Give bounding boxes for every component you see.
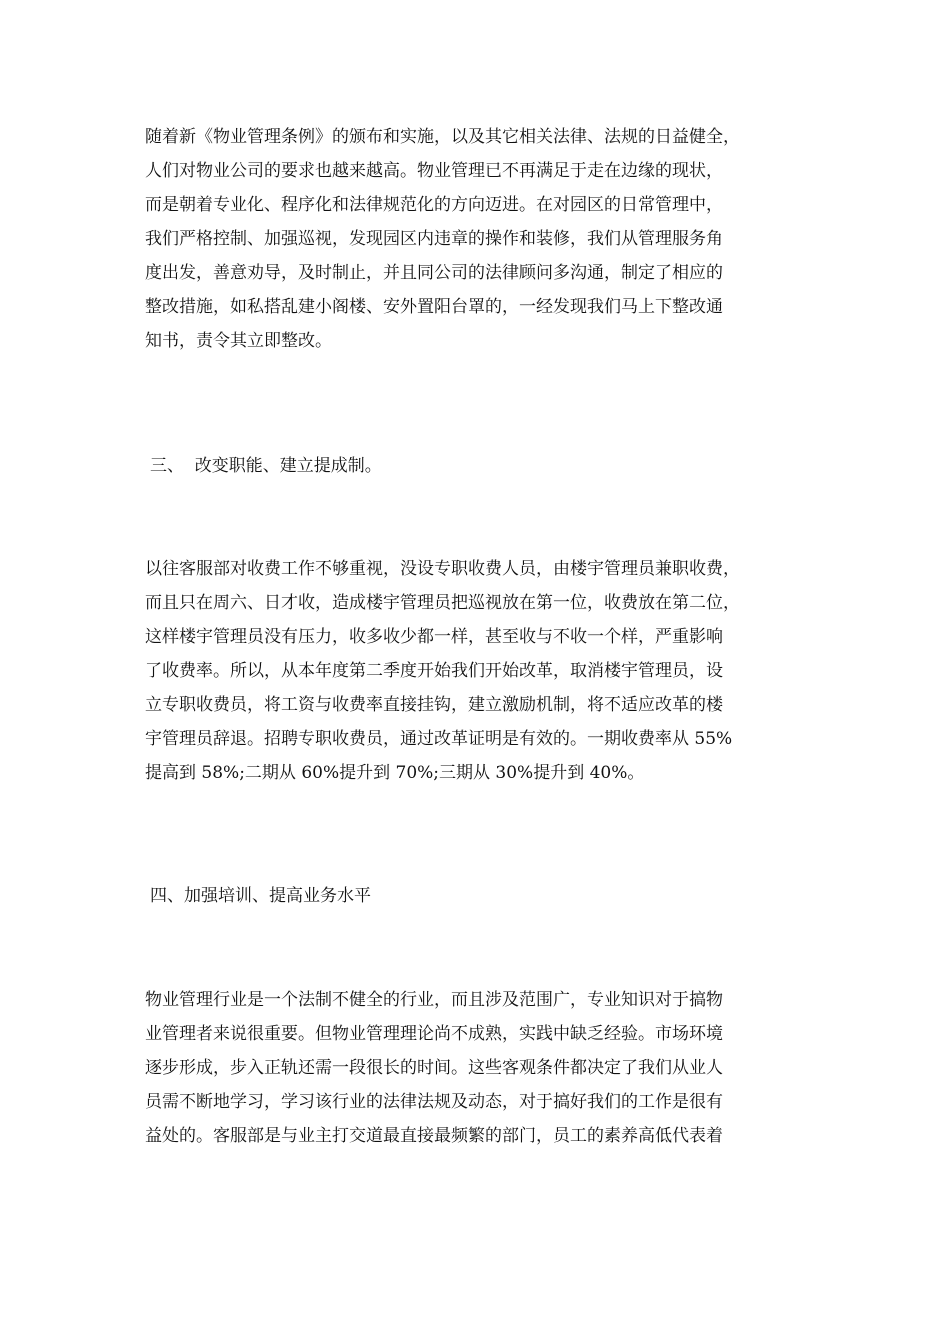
text-line: 业管理者来说很重要。但物业管理理论尚不成熟，实践中缺乏经验。市场环境 <box>145 1024 723 1044</box>
text-line: 以往客服部对收费工作不够重视，没设专职收费人员，由楼宇管理员兼职收费， <box>145 559 740 579</box>
text-line: 了收费率。所以，从本年度第二季度开始我们开始改革，取消楼宇管理员，设 <box>145 661 723 681</box>
text-line: 人们对物业公司的要求也越来越高。物业管理已不再满足于走在边缘的现状， <box>145 161 723 181</box>
text-line: 益处的。客服部是与业主打交道最直接最频繁的部门，员工的素养高低代表着 <box>145 1126 723 1146</box>
text-line: 立专职收费员，将工资与收费率直接挂钩，建立激励机制，将不适应改革的楼 <box>145 695 723 715</box>
text-line: 整改措施，如私搭乱建小阁楼、安外置阳台罩的，一经发现我们马上下整改通 <box>145 297 723 317</box>
text-line: 我们严格控制、加强巡视，发现园区内违章的操作和装修，我们从管理服务角 <box>145 229 723 249</box>
text-line: 员需不断地学习，学习该行业的法律法规及动态，对于搞好我们的工作是很有 <box>145 1092 723 1112</box>
text-line: 物业管理行业是一个法制不健全的行业，而且涉及范围广，专业知识对于搞物 <box>145 990 723 1010</box>
text-line: 这样楼宇管理员没有压力，收多收少都一样，甚至收与不收一个样，严重影响 <box>145 627 723 647</box>
paragraph-fee-collection <box>145 552 835 790</box>
paragraph-property-regulations <box>145 120 835 358</box>
text-line: 随着新《物业管理条例》的颁布和实施，以及其它相关法律、法规的日益健全， <box>145 127 740 147</box>
section-heading-four: 四、加强培训、提高业务水平 <box>150 886 371 906</box>
text-line: 提高到 58%;二期从 60%提升到 70%;三期从 30%提升到 40%。 <box>145 763 645 783</box>
text-line: 逐步形成，步入正轨还需一段很长的时间。这些客观条件都决定了我们从业人 <box>145 1058 723 1078</box>
text-line: 知书，责令其立即整改。 <box>145 331 332 351</box>
section-heading-three: 三、 改变职能、建立提成制。 <box>150 456 382 476</box>
text-line: 宇管理员辞退。招聘专职收费员，通过改革证明是有效的。一期收费率从 55% <box>145 729 733 749</box>
text-line: 而且只在周六、日才收，造成楼宇管理员把巡视放在第一位，收费放在第二位， <box>145 593 740 613</box>
paragraph-training <box>145 983 835 1153</box>
text-line: 而是朝着专业化、程序化和法律规范化的方向迈进。在对园区的日常管理中， <box>145 195 723 215</box>
text-line: 度出发，善意劝导，及时制止，并且同公司的法律顾问多沟通，制定了相应的 <box>145 263 723 283</box>
